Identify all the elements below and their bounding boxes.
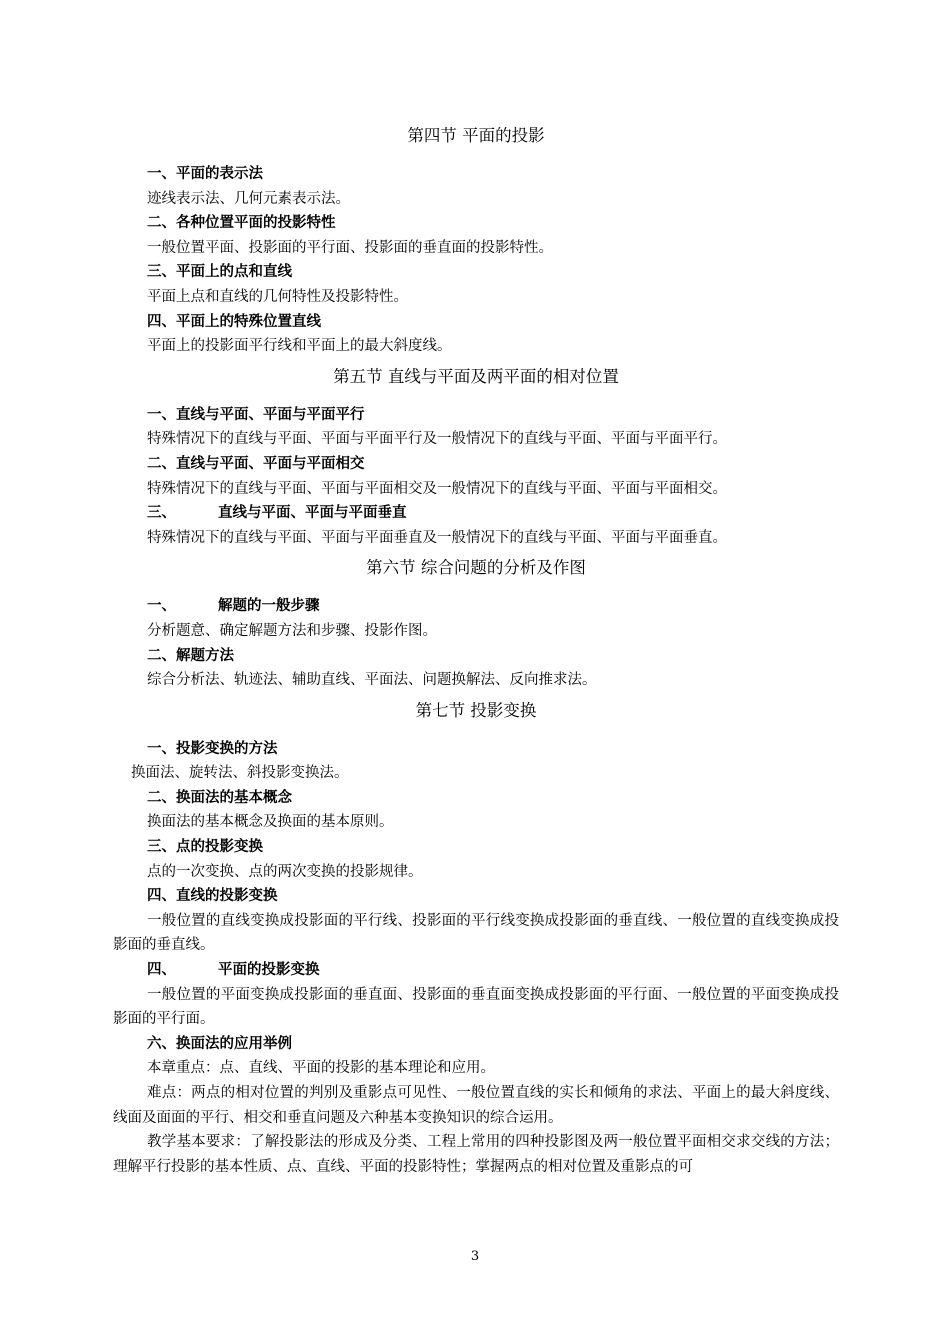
item-heading: 四、直线的投影变换	[147, 888, 278, 905]
page-number: 3	[470, 1249, 480, 1264]
item-text: 一般位置平面、投影面的平行面、投影面的垂直面的投影特性。	[147, 239, 553, 256]
document-body	[113, 124, 839, 1179]
item-text: 综合分析法、轨迹法、辅助直线、平面法、问题换解法、反向推求法。	[147, 672, 597, 689]
item-text: 特殊情况下的直线与平面、平面与平面相交及一般情况下的直线与平面、平面与平面相交。	[147, 480, 727, 497]
heading-number: 四、	[147, 962, 176, 979]
item-text: 点的一次变换、点的两次变换的投影规律。	[147, 863, 423, 880]
item-text: 平面上的投影面平行线和平面上的最大斜度线。	[147, 338, 452, 355]
item-text: 换面法、旋转法、斜投影变换法。	[131, 765, 349, 782]
item-paragraph: 一般位置的直线变换成投影面的平行线、投影面的平行线变换成投影面的垂直线、一般位置的直线变换成投影面的垂直线。	[113, 912, 839, 954]
heading-label: 解题的一般步骤	[218, 598, 320, 615]
requirements-paragraph: 教学基本要求：了解投影法的形成及分类、工程上常用的四种投影图及两一般位置平面相交求交线的方法；理解平行投影的基本性质、点、直线、平面的投影特性；掌握两点的相对位置及重影点的可	[113, 1134, 839, 1175]
item-heading: 四、平面上的特殊位置直线	[147, 313, 321, 330]
item-text: 换面法的基本概念及换面的基本原则。	[147, 814, 394, 831]
item-heading: 一、平面的表示法	[147, 166, 263, 182]
item-heading: 一、投影变换的方法	[147, 740, 278, 757]
item-heading	[113, 594, 839, 619]
item-heading: 六、换面法的应用举例	[147, 1035, 292, 1052]
item-heading: 三、平面上的点和直线	[147, 264, 292, 281]
item-text: 迹线表示法、几何元素表示法。	[147, 190, 350, 207]
section-title: 第六节 综合问题的分析及作图	[366, 558, 586, 578]
item-heading: 二、各种位置平面的投影特性	[147, 215, 336, 232]
heading-label: 平面的投影变换	[218, 962, 320, 979]
section-title: 第五节 直线与平面及两平面的相对位置	[333, 366, 619, 386]
item-heading	[113, 501, 839, 526]
item-heading: 二、直线与平面、平面与平面相交	[147, 455, 365, 472]
item-heading	[113, 958, 839, 983]
item-text: 特殊情况下的直线与平面、平面与平面平行及一般情况下的直线与平面、平面与平面平行。	[147, 431, 727, 448]
heading-number: 三、	[147, 505, 176, 522]
heading-number: 一、	[147, 598, 176, 615]
item-heading: 一、直线与平面、平面与平面平行	[147, 406, 365, 423]
item-paragraph: 一般位置的平面变换成投影面的垂直面、投影面的垂直面变换成投影面的平行面、一般位置的平面变换成投影面的平行面。	[113, 986, 839, 1028]
item-text: 平面上点和直线的几何特性及投影特性。	[147, 288, 408, 305]
section-title: 第七节 投影变换	[415, 700, 537, 720]
heading-label: 直线与平面、平面与平面垂直	[218, 505, 407, 522]
section-title: 第四节 平面的投影	[407, 126, 545, 145]
item-heading: 三、点的投影变换	[147, 839, 263, 856]
item-text: 分析题意、确定解题方法和步骤、投影作图。	[147, 622, 437, 639]
difficulties-paragraph: 难点：两点的相对位置的判别及重影点可见性、一般位置直线的实长和倾角的求法、平面上的最大斜度线、线面及面面的平行、相交和垂直问题及六种基本变换知识的综合运用。	[113, 1085, 839, 1126]
item-heading: 二、解题方法	[147, 647, 234, 664]
item-heading: 二、换面法的基本概念	[147, 789, 292, 806]
key-points-paragraph: 本章重点：点、直线、平面的投影的基本理论和应用。	[147, 1060, 495, 1077]
item-text: 特殊情况下的直线与平面、平面与平面垂直及一般情况下的直线与平面、平面与平面垂直。	[147, 529, 727, 546]
